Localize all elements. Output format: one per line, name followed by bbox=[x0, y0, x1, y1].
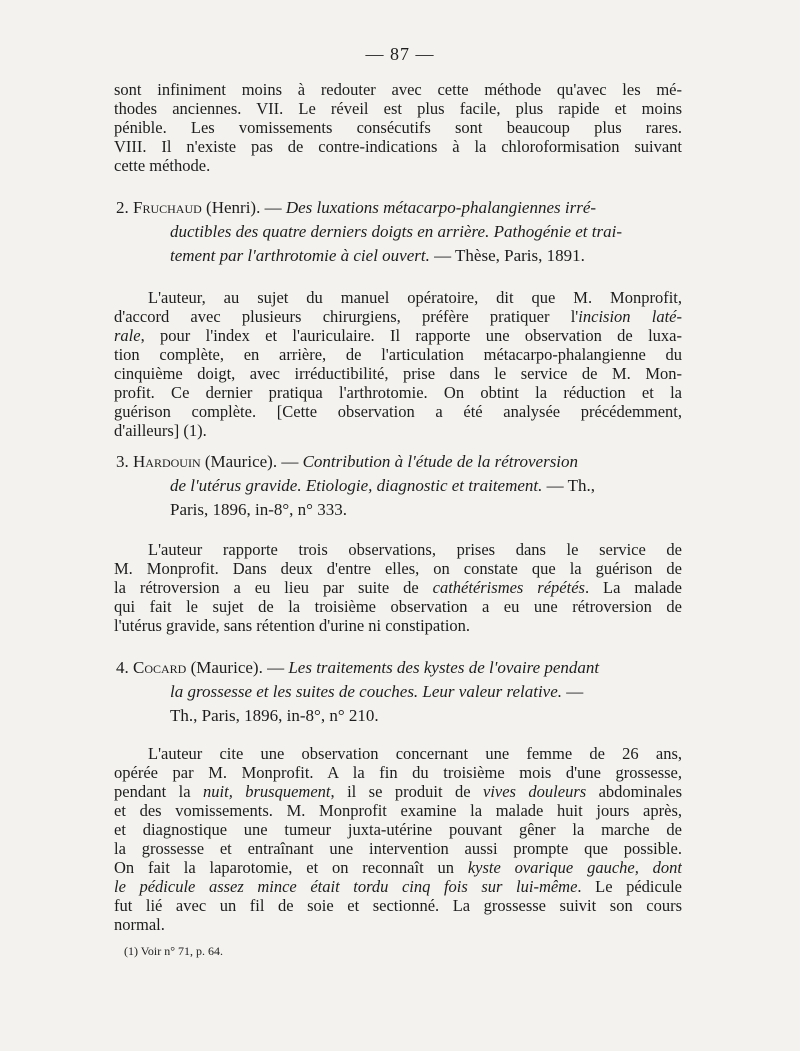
abstract-line: fut lié avec un fil de soie et sectionné. La grossesse suivit son cours bbox=[114, 896, 682, 915]
author-given: (Maurice). bbox=[204, 452, 278, 471]
abstract-3 bbox=[114, 540, 682, 635]
abstract-text: , pour l'index et l'auriculaire. Il rapporte une observation de luxa- bbox=[140, 326, 682, 345]
bibliography-entry-3 bbox=[116, 450, 684, 522]
abstract-emphasis: vives douleurs bbox=[483, 782, 587, 801]
abstract-line: tion complète, en arrière, de l'articulation métacarpo-phalangienne du bbox=[114, 345, 682, 364]
abstract-line bbox=[114, 858, 682, 877]
intro-line: thodes anciennes. VII. Le réveil est plus facile, plus rapide et moins bbox=[114, 99, 682, 118]
intro-line: sont infiniment moins à redouter avec cette méthode qu'avec les mé- bbox=[114, 80, 682, 99]
abstract-line: L'auteur cite une observation concernant une femme de 26 ans, bbox=[148, 744, 682, 763]
intro-paragraph bbox=[114, 80, 682, 175]
abstract-text: abdominales bbox=[586, 782, 682, 801]
abstract-line: guérison complète. [Cette observation a été analysée précédemment, bbox=[114, 402, 682, 421]
bibliography-entry-2 bbox=[116, 196, 684, 268]
intro-line: cette méthode. bbox=[114, 156, 211, 175]
author-given: (Maurice). bbox=[190, 658, 263, 677]
abstract-emphasis: cathétérismes répétés bbox=[432, 578, 585, 597]
abstract-emphasis: rale bbox=[114, 326, 141, 345]
entry-title: de l'utérus gravide. Etiologie, diagnostic et traitement. bbox=[170, 476, 543, 495]
entry-title: Des luxations métacarpo-phalangiennes irré- bbox=[285, 198, 597, 217]
abstract-text: la rétroversion a eu lieu par suite de bbox=[114, 578, 433, 597]
abstract-line: la grossesse et entraînant une intervention aussi prompte que possible. bbox=[114, 839, 682, 858]
author-surname: Fruchaud bbox=[133, 198, 202, 217]
entry-number: 2. bbox=[116, 198, 129, 217]
author-surname: Hardouin bbox=[133, 452, 201, 471]
abstract-line bbox=[114, 877, 682, 896]
entry-dash: — bbox=[267, 658, 285, 677]
abstract-emphasis: incision laté- bbox=[578, 307, 682, 326]
footnote: (1) Voir n° 71, p. 64. bbox=[124, 944, 224, 958]
author-surname: Cocard bbox=[133, 658, 187, 677]
page-number: — 87 — bbox=[365, 44, 435, 64]
entry-title: tement par l'arthrotomie à ciel ouvert. bbox=[170, 246, 430, 265]
entry-title-continued bbox=[116, 220, 684, 244]
entry-dash: — bbox=[264, 198, 282, 217]
abstract-line: qui fait le sujet de la troisième observation a eu une rétroversion de bbox=[114, 597, 682, 616]
entry-title-continued bbox=[116, 244, 684, 268]
entry-title: ductibles des quatre derniers doigts en arrière. Pathogénie et trai- bbox=[170, 222, 623, 241]
entry-title-continued bbox=[116, 680, 684, 704]
abstract-2 bbox=[114, 288, 682, 440]
entry-number: 3. bbox=[116, 452, 129, 471]
entry-title: Les traitements des kystes de l'ovaire pendant bbox=[288, 658, 600, 677]
abstract-text: d'accord avec plusieurs chirurgiens, préfère pratiquer l' bbox=[114, 307, 579, 326]
abstract-line: et diagnostique une tumeur juxta-utérine pouvant gêner la marche de bbox=[114, 820, 682, 839]
abstract-line: et des vomissements. M. Monprofit examine la malade huit jours après, bbox=[114, 801, 682, 820]
abstract-text: pendant la bbox=[114, 782, 204, 801]
abstract-line bbox=[114, 307, 682, 326]
entry-title: la grossesse et les suites de couches. Leur valeur relative. bbox=[170, 682, 563, 701]
abstract-text: . Le pédicule bbox=[577, 877, 682, 896]
entry-publication: Th., Paris, 1896, in-8°, n° 210. bbox=[170, 706, 379, 725]
entry-heading bbox=[116, 196, 684, 220]
abstract-line bbox=[114, 782, 682, 801]
abstract-line: profit. Ce dernier pratiqua l'arthrotomie. On obtint la réduction et la bbox=[114, 383, 682, 402]
entry-publication: — Th., bbox=[546, 476, 595, 495]
entry-heading bbox=[116, 450, 684, 474]
abstract-text: , il se produit de bbox=[330, 782, 483, 801]
entry-publication: — bbox=[566, 682, 584, 701]
abstract-emphasis: le pédicule assez mince était tordu cinq fois sur lui-même bbox=[114, 877, 578, 896]
abstract-emphasis: nuit, brusquement bbox=[203, 782, 331, 801]
abstract-line: L'auteur, au sujet du manuel opératoire, dit que M. Monprofit, bbox=[148, 288, 682, 307]
abstract-line: d'ailleurs] (1). bbox=[114, 421, 207, 440]
abstract-line: normal. bbox=[114, 915, 165, 934]
abstract-text: On fait la laparotomie, et on reconnaît un bbox=[114, 858, 468, 877]
abstract-line bbox=[114, 326, 682, 345]
abstract-line: L'auteur rapporte trois observations, prises dans le service de bbox=[148, 540, 682, 559]
entry-publication: — Thèse, Paris, 1891. bbox=[434, 246, 585, 265]
entry-dash: — bbox=[281, 452, 299, 471]
abstract-line: M. Monprofit. Dans deux d'entre elles, on constate que la guérison de bbox=[114, 559, 682, 578]
entry-number: 4. bbox=[116, 658, 129, 677]
entry-publication: Paris, 1896, in-8°, n° 333. bbox=[170, 500, 347, 519]
intro-line: pénible. Les vomissements consécutifs sont beaucoup plus rares. bbox=[114, 118, 682, 137]
abstract-line: cinquième doigt, avec irréductibilité, prise dans le service de M. Mon- bbox=[114, 364, 682, 383]
intro-line: VIII. Il n'existe pas de contre-indications à la chloroformisation suivant bbox=[114, 137, 682, 156]
abstract-line bbox=[114, 578, 682, 597]
abstract-line: opérée par M. Monprofit. A la fin du troisième mois d'une grossesse, bbox=[114, 763, 682, 782]
abstract-emphasis: kyste ovarique gauche, dont bbox=[467, 858, 682, 877]
bibliography-entry-4 bbox=[116, 656, 684, 728]
abstract-line: l'utérus gravide, sans rétention d'urine ni constipation. bbox=[114, 616, 471, 635]
abstract-4 bbox=[114, 744, 682, 934]
abstract-text: . La malade bbox=[584, 578, 682, 597]
author-given: (Henri). bbox=[206, 198, 261, 217]
entry-title: Contribution à l'étude de la rétroversion bbox=[302, 452, 579, 471]
entry-heading bbox=[116, 656, 684, 680]
entry-title-continued bbox=[116, 474, 684, 498]
